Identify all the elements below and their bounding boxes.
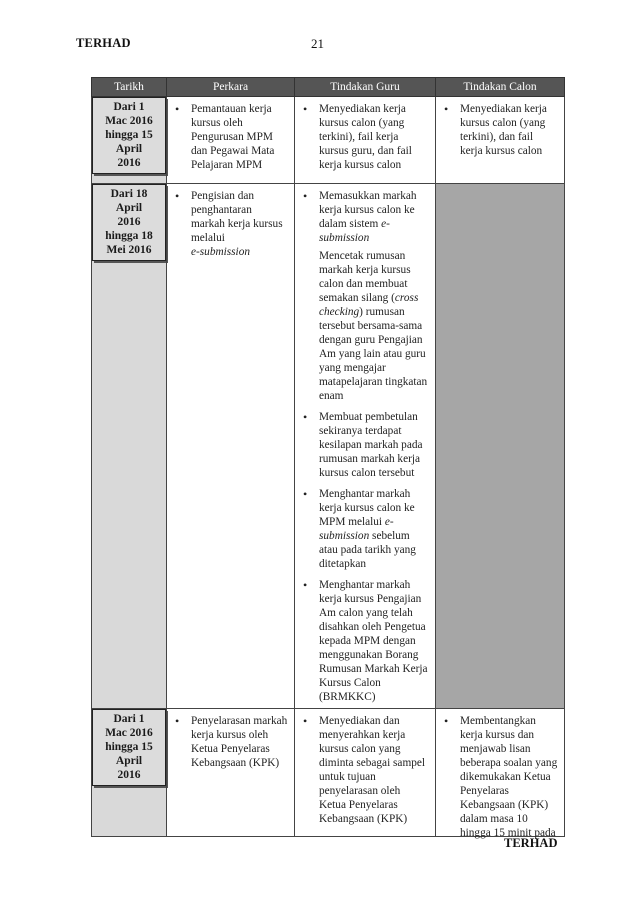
list-item: • Membentangkan kerja kursus dan menjawab lisan beberapa soalan yang dikemukakan Ketua Penyelaras Kebangsaan (KPK) dalam masa 10 hingga 15 minit pada — [442, 714, 558, 840]
date-line: hingga 15 — [105, 741, 153, 753]
list-item: • Menyediakan kerja kursus calon (yang terkini), dan fail kerja kursus calon — [442, 102, 558, 158]
perkara-cell — [167, 97, 295, 184]
table-row — [92, 709, 565, 837]
tindakan-calon-cell-empty — [436, 184, 565, 709]
list-item: • Menghantar markah kerja kursus Pengajian Am calon yang telah disahkan oleh Pengetua kepada MPM dengan menggunakan Borang Rumusan Markah Kerja Kursus Calon (BRMKKC) — [301, 578, 429, 704]
date-line: April — [115, 202, 143, 214]
date-line: 2016 — [117, 216, 141, 228]
list-item: • Pengisian dan penghantaran markah kerja kursus melalui e-submission — [173, 189, 288, 259]
date-box — [92, 184, 166, 261]
column-header-tarikh: Tarikh — [92, 78, 167, 97]
date-line: 2016 — [117, 769, 141, 781]
date-line: hingga 15 — [105, 129, 153, 141]
header-classification: TERHAD — [76, 36, 131, 50]
date-box — [92, 709, 166, 786]
date-line: Mac 2016 — [105, 115, 153, 127]
date-line: April — [115, 755, 143, 767]
date-line: hingga 18 — [105, 230, 153, 242]
page-number: 21 — [311, 36, 324, 51]
list-item: • Penyelarasan markah kerja kursus oleh Ketua Penyelaras Kebangsaan (KPK) — [173, 714, 288, 770]
tindakan-calon-cell — [436, 709, 565, 837]
perkara-cell — [167, 709, 295, 837]
column-header-tindakan-guru: Tindakan Guru — [295, 78, 436, 97]
date-cell — [92, 709, 167, 837]
date-cell — [92, 184, 167, 709]
list-item: • Menyediakan kerja kursus calon (yang terkini), fail kerja kursus guru, dan fail kerja kursus calon — [301, 102, 429, 172]
table-row — [92, 184, 565, 709]
date-line: 2016 — [117, 157, 141, 169]
list-item: • Pemantauan kerja kursus oleh Pengurusan MPM dan Pegawai Mata Pelajaran MPM — [173, 102, 288, 172]
list-item: • Membuat pembetulan sekiranya terdapat kesilapan markah pada rumusan markah kerja kursus calon tersebut — [301, 410, 429, 480]
column-header-perkara: Perkara — [167, 78, 295, 97]
date-line: April — [115, 143, 143, 155]
date-line: Dari 1 — [113, 713, 145, 725]
list-item: • Menyediakan dan menyerahkan kerja kursus calon yang diminta sebagai sampel untuk tujuan penyelarasan oleh Ketua Penyelaras Kebangsaan (KPK) — [301, 714, 429, 826]
list-item: • Menghantar markah kerja kursus calon ke MPM melalui e-submission sebelum atau pada tarikh yang ditetapkan — [301, 487, 429, 571]
tindakan-calon-cell — [436, 97, 565, 184]
date-box — [92, 97, 166, 174]
date-line: Mac 2016 — [105, 727, 153, 739]
tindakan-guru-cell — [295, 97, 436, 184]
perkara-cell — [167, 184, 295, 709]
tindakan-guru-cell — [295, 709, 436, 837]
table-header-row — [92, 78, 565, 97]
footer-classification: TERHAD — [504, 836, 558, 850]
column-header-tindakan-calon: Tindakan Calon — [436, 78, 565, 97]
schedule-table — [91, 77, 565, 837]
tindakan-guru-cell — [295, 184, 436, 709]
date-cell — [92, 97, 167, 184]
date-line: Mei 2016 — [106, 244, 152, 256]
list-item: • Memasukkan markah kerja kursus calon ke dalam sistem e-submission — [301, 189, 429, 245]
date-line: Dari 18 — [110, 188, 148, 200]
date-line: Dari 1 — [113, 101, 145, 113]
table-row — [92, 97, 565, 184]
list-item-continuation: Mencetak rumusan markah kerja kursus calon dan membuat semakan silang (cross checking) rumusan tersebut bersama-sama dengan guru Pengajian Am yang lain atau guru yang mengajar matapelajaran tingkatan enam — [319, 250, 428, 402]
